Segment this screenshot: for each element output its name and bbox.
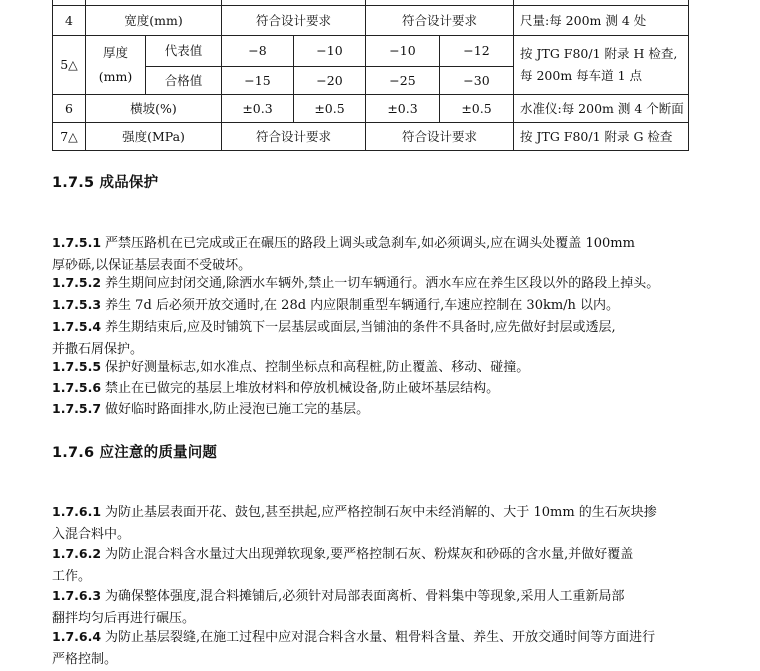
clause-text: 厚砂砾,以保证基层表面不受破坏。 — [52, 258, 252, 273]
quality-inspection-table — [52, 0, 689, 151]
clause — [52, 272, 700, 295]
value-cell: −25 — [366, 67, 440, 95]
clause — [52, 398, 700, 421]
value-cell: 符合设计要求 — [222, 6, 366, 36]
clause-text: 养生 7d 后必须开放交通时,在 28d 内应限制重型车辆通行,车速应控制在 30km/h 以内。 — [105, 298, 620, 313]
clause-text: 工作。 — [52, 569, 92, 584]
row-number: 5△ — [53, 36, 86, 95]
clause-text: 禁止在已做完的基层上堆放材料和停放机械设备,防止破坏基层结构。 — [105, 381, 500, 396]
clause-number: 1.7.5.4 — [52, 319, 102, 334]
check-line: 每 200m 每车道 1 点 — [520, 68, 643, 83]
clause-number: 1.7.5.1 — [52, 235, 102, 250]
check-method: 按 JTG F80/1 附录 G 检查 — [514, 123, 689, 151]
clause-number: 1.7.6.2 — [52, 546, 102, 561]
value-cell: 符合设计要求 — [366, 123, 514, 151]
clause — [52, 316, 700, 361]
check-line: 按 JTG F80/1 附录 H 检查, — [520, 46, 678, 61]
clause-text: 为防止基层裂缝,在施工过程中应对混合料含水量、粗骨料含量、养生、开放交通时间等方面进行 — [105, 630, 656, 645]
clause — [52, 501, 700, 546]
item-unit: (mm) — [98, 69, 133, 84]
table-row — [53, 95, 689, 123]
clause-number: 1.7.5.3 — [52, 297, 102, 312]
clause-text: 做好临时路面排水,防止浸泡已施工完的基层。 — [105, 402, 370, 417]
clause — [52, 585, 700, 630]
table-row — [53, 36, 689, 67]
item-name — [86, 36, 146, 95]
clause — [52, 377, 700, 400]
clause-text: 为防止基层表面开花、鼓包,甚至拱起,应严格控制石灰中未经消解的、大于 10mm 的生石灰块掺 — [105, 505, 657, 520]
clause-number: 1.7.6.3 — [52, 588, 102, 603]
clause-number: 1.7.6.1 — [52, 504, 102, 519]
clause — [52, 356, 700, 379]
clause-number: 1.7.5.5 — [52, 359, 102, 374]
clause-text: 严禁压路机在已完成或正在碾压的路段上调头或急刹车,如必须调头,应在调头处覆盖 100mm — [105, 236, 635, 251]
clause — [52, 232, 700, 277]
table-row — [53, 123, 689, 151]
sub-item: 代表值 — [146, 36, 222, 67]
check-method: 水准仪:每 200m 测 4 个断面 — [514, 95, 689, 123]
clause-text: 养生期间应封闭交通,除洒水车辆外,禁止一切车辆通行。洒水车应在养生区段以外的路段上掉头。 — [105, 276, 660, 291]
value-cell: −8 — [222, 36, 294, 67]
value-cell: ±0.3 — [366, 95, 440, 123]
section-heading-product-protection: 1.7.5 成品保护 — [52, 175, 159, 191]
clause-text: 为防止混合料含水量过大出现弹软现象,要严格控制石灰、粉煤灰和砂砾的含水量,并做好覆盖 — [105, 547, 634, 562]
clause-text: 保护好测量标志,如水准点、控制坐标点和高程桩,防止覆盖、移动、碰撞。 — [105, 360, 530, 375]
value-cell: 符合设计要求 — [366, 6, 514, 36]
clause-text: 严格控制。 — [52, 652, 118, 667]
item-name: 宽度(mm) — [86, 6, 222, 36]
sub-item: 合格值 — [146, 67, 222, 95]
value-cell: ±0.3 — [222, 95, 294, 123]
clause-text: 翻拌均匀后再进行碾压。 — [52, 611, 196, 626]
row-number: 6 — [53, 95, 86, 123]
table-row — [53, 6, 689, 36]
value-cell: −30 — [440, 67, 514, 95]
check-method: 尺量:每 200m 测 4 处 — [514, 6, 689, 36]
value-cell: −20 — [294, 67, 366, 95]
value-cell: −10 — [294, 36, 366, 67]
check-method — [514, 36, 689, 95]
clause-number: 1.7.5.7 — [52, 401, 102, 416]
value-cell: 符合设计要求 — [222, 123, 366, 151]
value-cell: −15 — [222, 67, 294, 95]
clause — [52, 626, 700, 671]
section-heading-quality-issues: 1.7.6 应注意的质量问题 — [52, 445, 218, 461]
clause-number: 1.7.5.6 — [52, 380, 102, 395]
value-cell: −12 — [440, 36, 514, 67]
clause-text: 入混合料中。 — [52, 527, 131, 542]
clause-text: 为确保整体强度,混合料摊铺后,必须针对局部表面离析、骨料集中等现象,采用人工重新局部 — [105, 589, 625, 604]
value-cell: ±0.5 — [294, 95, 366, 123]
item-label: 厚度 — [102, 45, 128, 60]
clause-number: 1.7.6.4 — [52, 629, 102, 644]
value-cell: ±0.5 — [440, 95, 514, 123]
clause — [52, 294, 700, 317]
clause-text: 养生期结束后,应及时铺筑下一层基层或面层,当铺油的条件不具备时,应先做好封层或透层, — [105, 320, 616, 335]
row-number: 4 — [53, 6, 86, 36]
row-number: 7△ — [53, 123, 86, 151]
value-cell: −10 — [366, 36, 440, 67]
clause-text: 并撒石屑保护。 — [52, 342, 144, 357]
clause-number: 1.7.5.2 — [52, 275, 102, 290]
item-name: 横坡(%) — [86, 95, 222, 123]
item-name: 强度(MPa) — [86, 123, 222, 151]
clause — [52, 543, 700, 588]
